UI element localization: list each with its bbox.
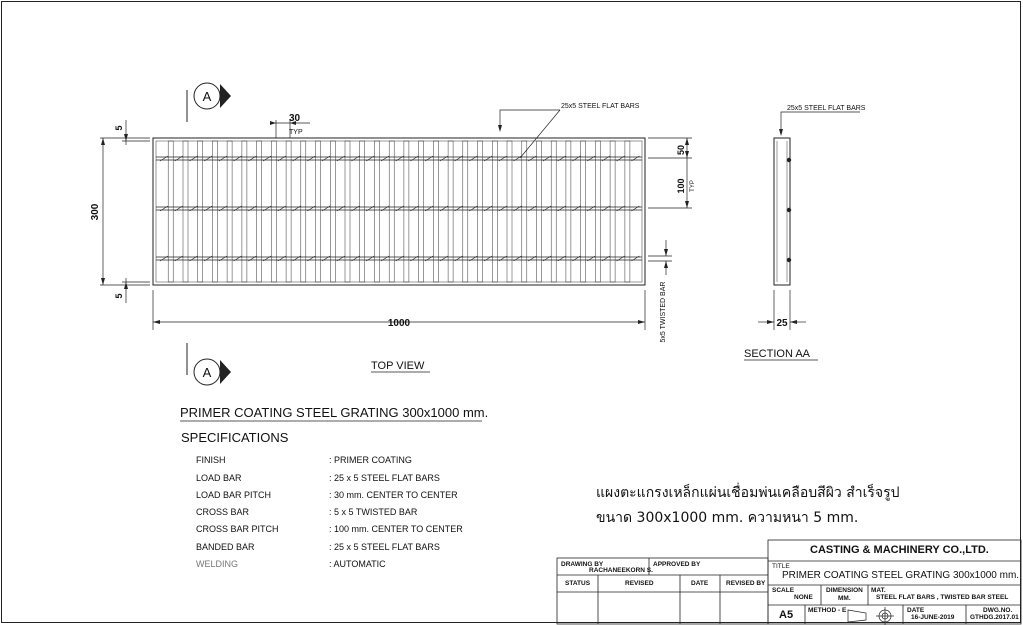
load-bar (625, 141, 630, 282)
load-bar (537, 141, 542, 282)
dimension-lines (100, 110, 692, 330)
company-name: CASTING & MACHINERY CO.,LTD. (810, 544, 989, 556)
section-marker-top (187, 83, 231, 122)
dim-edge-bottom: 5 (114, 293, 124, 299)
section-aa-view (758, 112, 860, 330)
dwg-no-label: DWG.NO. (983, 607, 1013, 614)
load-bar (581, 141, 586, 282)
revised-by-label: REVISED BY (726, 580, 766, 587)
sheet-border (2, 2, 1021, 623)
product-title: PRIMER COATING STEEL GRATING 300x1000 mm. (180, 405, 489, 420)
load-bar (257, 141, 262, 282)
spec-label: CROSS BAR PITCH (196, 524, 279, 534)
section-aa-label: SECTION AA (744, 348, 811, 360)
load-bar (212, 141, 217, 282)
date-value: 16-JUNE-2019 (911, 614, 955, 621)
section-marker-letter: A (202, 89, 212, 104)
sheet-size: A5 (779, 609, 794, 621)
title-label: TITLE (772, 563, 790, 570)
thai-description-line2: ขนาด 300x1000 mm. ความหนา 5 mm. (596, 510, 859, 526)
dim-length: 1000 (387, 318, 411, 329)
load-bar (610, 141, 615, 282)
callout-flat-bars-section: 25x5 STEEL FLAT BARS (787, 105, 866, 112)
load-bar (389, 141, 394, 282)
load-bar (478, 141, 483, 282)
load-bar (375, 141, 380, 282)
dwg-no-value: GTHDG.2017.01 (970, 614, 1019, 621)
spec-label: LOAD BAR (196, 473, 242, 483)
load-bar (271, 141, 276, 282)
dim-pitch: 30 (289, 113, 301, 124)
cross-bars (156, 157, 642, 260)
load-bar (551, 141, 556, 282)
load-bar (360, 141, 365, 282)
dim-edge-top: 5 (114, 125, 124, 131)
spec-label: CROSS BAR (196, 507, 250, 517)
dim-section-width: 25 (776, 318, 788, 329)
banded-bar-inner (156, 141, 642, 282)
dim-right-100: 100 (676, 178, 686, 194)
revised-label: REVISED (625, 580, 654, 587)
callout-flat-bars: 25x5 STEEL FLAT BARS (561, 103, 640, 110)
load-bar (492, 141, 497, 282)
load-bar (595, 141, 600, 282)
load-bar (419, 141, 424, 282)
spec-label: LOAD BAR PITCH (196, 490, 272, 500)
dimension-value: MM. (838, 595, 851, 602)
callout-twisted-bar: 5x5 TWISTED BAR (660, 281, 667, 343)
load-bars (168, 141, 630, 282)
load-bar (448, 141, 453, 282)
dim-typ: TYP (289, 129, 303, 136)
load-bar (242, 141, 247, 282)
spec-value: : 100 mm. CENTER TO CENTER (329, 524, 463, 534)
scale-value: NONE (794, 594, 813, 601)
specifications-heading: SPECIFICATIONS (181, 430, 289, 445)
date-label: DATE (691, 580, 709, 587)
load-bar (507, 141, 512, 282)
spec-value: : AUTOMATIC (329, 559, 386, 569)
scale-label: SCALE (772, 587, 795, 594)
spec-label: FINISH (196, 455, 226, 465)
spec-value: : 30 mm. CENTER TO CENTER (329, 490, 458, 500)
load-bar (433, 141, 438, 282)
load-bar (198, 141, 203, 282)
spec-label: WELDING (196, 559, 239, 569)
load-bar (522, 141, 527, 282)
load-bar (463, 141, 468, 282)
drawing-title: PRIMER COATING STEEL GRATING 300x1000 mm. (782, 570, 1020, 581)
spec-value: : 25 x 5 STEEL FLAT BARS (329, 542, 440, 552)
load-bar (168, 141, 173, 282)
status-label: STATUS (565, 580, 591, 587)
drawing-by-label: DRAWING BY (561, 561, 604, 568)
top-view-label: TOP VIEW (371, 360, 425, 372)
date-label-block: DATE (907, 607, 925, 614)
section-marker-bottom (187, 343, 231, 385)
material-value: STEEL FLAT BARS , TWISTED BAR STEEL (876, 594, 1009, 601)
thai-description-line1: แผงตะแกรงเหล็กแผ่นเชื่อมพ่นเคลือบสีผิว สำเร็จรูป (596, 485, 900, 501)
spec-label: BANDED BAR (196, 542, 255, 552)
material-label: MAT. (871, 587, 886, 594)
method-label: METHOD - E (808, 607, 847, 614)
load-bar (330, 141, 335, 282)
spec-value: : 25 x 5 STEEL FLAT BARS (329, 473, 440, 483)
dim-right-typ: TYP (690, 180, 696, 192)
load-bar (566, 141, 571, 282)
spec-value: : PRIMER COATING (329, 455, 412, 465)
dimension-arrows (101, 121, 689, 324)
load-bar (286, 141, 291, 282)
dim-height: 300 (90, 203, 101, 221)
load-bar (345, 141, 350, 282)
load-bar (316, 141, 321, 282)
section-marker-letter: A (202, 365, 212, 380)
drawing-by-name: RACHANEEKORN S. (589, 567, 653, 574)
approved-by-label: APPROVED BY (653, 561, 701, 568)
spec-value: : 5 x 5 TWISTED BAR (329, 507, 418, 517)
load-bar (301, 141, 306, 282)
grating-top-view (153, 138, 645, 285)
dim-right-50: 50 (676, 144, 686, 156)
load-bar (227, 141, 232, 282)
load-bar (183, 141, 188, 282)
dimension-label: DIMENSION (826, 587, 863, 594)
load-bar (404, 141, 409, 282)
